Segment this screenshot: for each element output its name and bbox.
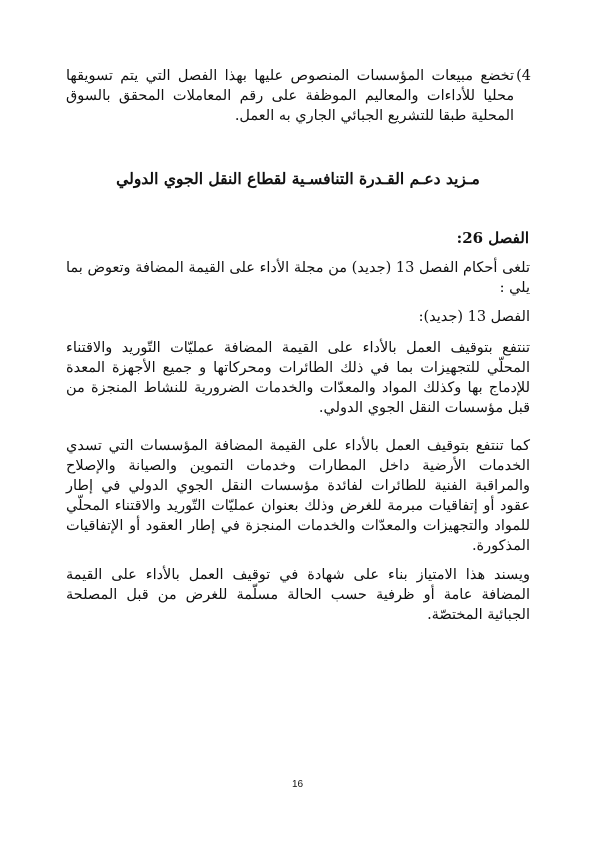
list-item-number: 4): [516, 68, 531, 84]
paragraph-2: كما تنتفع بتوقيف العمل بالأداء على القيمة المضافة المؤسسات التي تسدي الخدمات الأرضية داخل المطارات وخدمات التموين والصيانة والإصلاح والمراقبة الفنية للطائرات لفائدة مؤسسات النقل الجوي الدولي في إطار عقود أو إتفاقيات مبرمة للغرض وذلك بعنوان عمليّات التّوريد والاقتناء المحلّي للمواد والتجهيزات والمعدّات والخدمات المنجزة في إطار العقود أو الإتفاقيات المذكورة.: [66, 438, 530, 554]
article-subheading: الفصل 13 (جديد):: [418, 309, 530, 325]
chapter-intro-paragraph: تلغى أحكام الفصل 13 (جديد) من مجلة الأداء على القيمة المضافة وتعوض بما يلي :: [66, 260, 530, 296]
list-item-4: [66, 66, 531, 126]
chapter-heading: الفصل 26:: [456, 229, 529, 247]
page-number: 16: [291, 779, 304, 790]
section-title: مـزيد دعـم القـدرة التنافسـية لقطاع النقل الجوي الدولي: [116, 169, 480, 188]
list-item-text: تخضع مبيعات المؤسسات المنصوص عليها بهذا الفصل التي يتم تسويقها محليا للأداءات والمعاليم الموظفة على رقم المعاملات المحقق بالسوق المحلية طبقا للتشريع الجبائي الجاري به العمل.: [66, 68, 515, 124]
paragraph-3: ويسند هذا الامتياز بناء على شهادة في توقيف العمل بالأداء على القيمة المضافة عامة أو ظرفية حسب الحالة مسلّمة للغرض من قبل المصلحة الجبائية المختصّة.: [66, 567, 530, 623]
paragraph-1: تنتفع بتوقيف العمل بالأداء على القيمة المضافة عمليّات التّوريد والاقتناء المحلّي للتجهيزات بما في ذلك الطائرات ومحركاتها و جميع الأجهزة المعدة للإدماج بها وكذلك المواد والمعدّات والخدمات الضرورية للنشاط المنجزة من قبل مؤسسات النقل الجوي الدولي.: [66, 340, 530, 416]
